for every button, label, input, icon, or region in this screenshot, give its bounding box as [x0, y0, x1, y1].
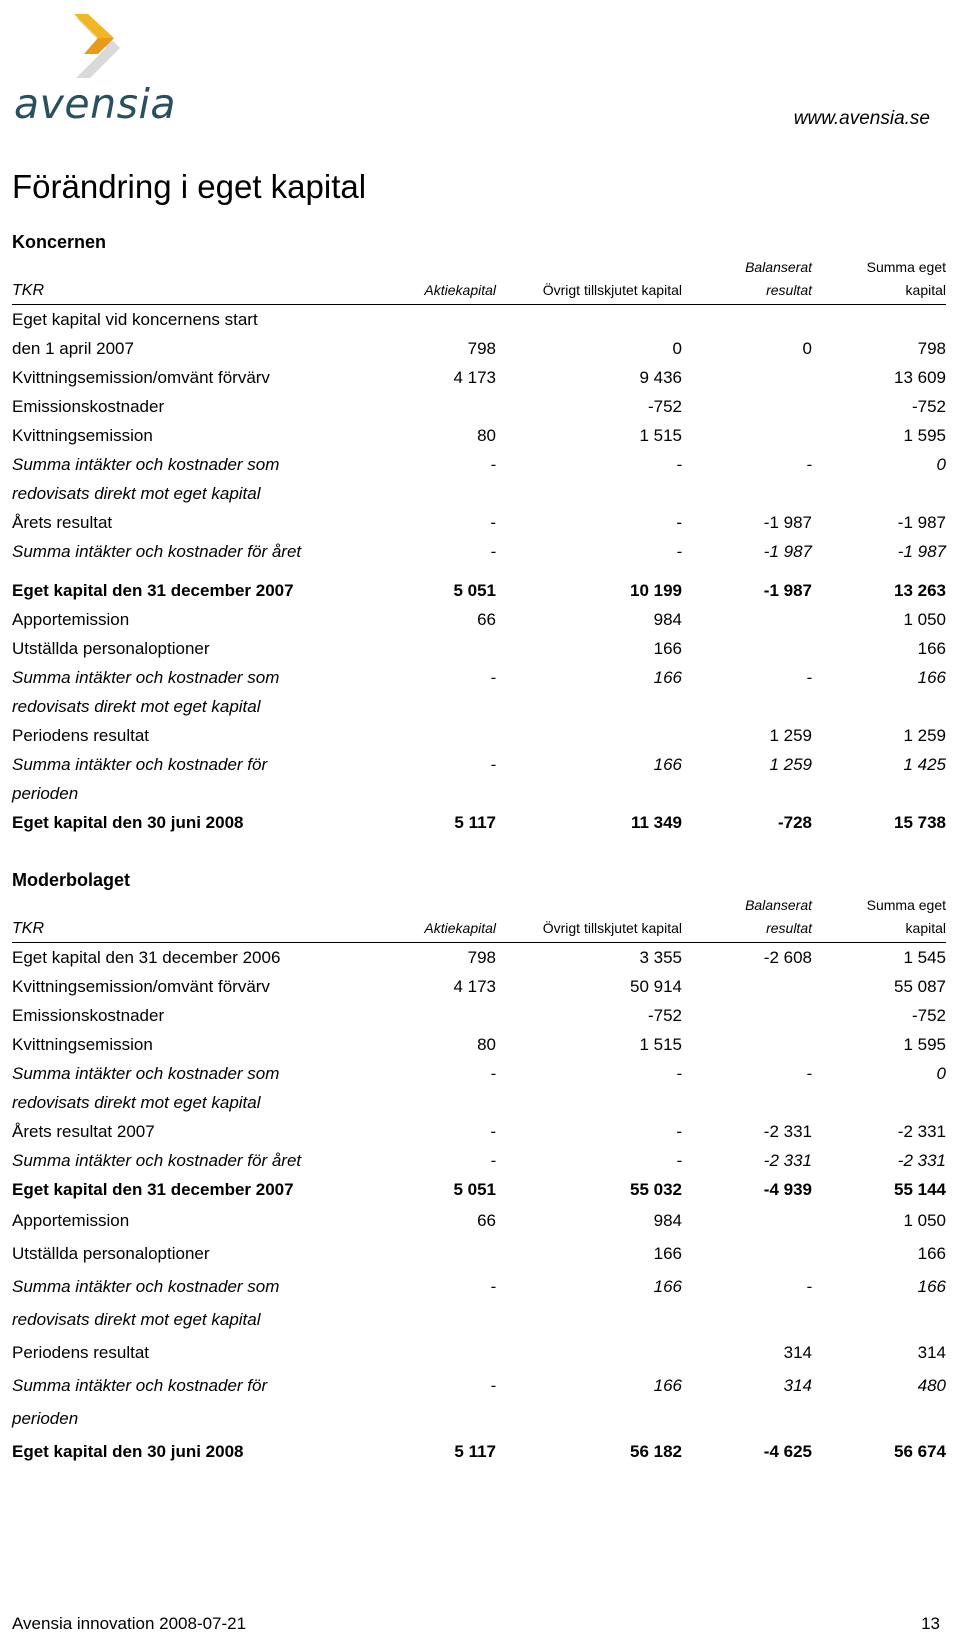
row-label: Utställda personaloptioner: [12, 639, 210, 658]
cell-aktie: 66: [477, 610, 496, 629]
row-label: Summa intäkter och kostnader för: [12, 1376, 268, 1395]
cell-summa: 166: [917, 668, 946, 687]
row-label: den 1 april 2007: [12, 339, 134, 358]
cell-summa: 166: [917, 1277, 946, 1296]
cell-aktie: [392, 1336, 496, 1369]
table-row: [12, 779, 946, 808]
cell-ovrigt: 1 515: [639, 1035, 682, 1054]
cell-bal: [682, 1237, 812, 1270]
cell-summa: 0: [936, 455, 946, 474]
cell-aktie: -: [490, 1151, 496, 1170]
row-label: Apportemission: [12, 1211, 130, 1230]
cell-ovrigt: 166: [653, 1244, 682, 1263]
cell-ovrigt: 3 355: [639, 948, 682, 967]
table-row: [12, 450, 946, 479]
row-label: redovisats direkt mot eget kapital: [12, 697, 261, 716]
row-label: redovisats direkt mot eget kapital: [12, 1093, 261, 1112]
row-label: Eget kapital den 31 december 2007: [12, 1180, 294, 1199]
cell-summa: 13 263: [894, 581, 946, 600]
row-label: Eget kapital den 31 december 2006: [12, 948, 281, 967]
table-row: [12, 1030, 946, 1059]
cell-summa: 0: [936, 1064, 946, 1083]
cell-bal: [682, 363, 812, 392]
cell-aktie: 4 173: [453, 977, 496, 996]
cell-aktie: 66: [477, 1211, 496, 1230]
row-label: redovisats direkt mot eget kapital: [12, 1310, 261, 1329]
cell-ovrigt: -: [676, 513, 682, 532]
row-label: Årets resultat 2007: [12, 1122, 155, 1141]
table-row: [12, 663, 946, 692]
cell-ovrigt: [496, 692, 682, 721]
cell-summa: 15 738: [894, 813, 946, 832]
cell-ovrigt: -: [676, 542, 682, 561]
cell-bal: -1 987: [763, 542, 812, 561]
row-label: perioden: [12, 784, 79, 803]
cell-ovrigt: 166: [653, 668, 682, 687]
cell-ovrigt: [496, 1402, 682, 1435]
company-logo: [14, 8, 174, 128]
row-label: Eget kapital den 30 juni 2008: [12, 813, 244, 832]
table-row: [12, 1435, 946, 1468]
cell-summa: 314: [917, 1343, 946, 1362]
cell-summa: [812, 479, 946, 508]
table-row: [12, 1001, 946, 1030]
row-label: Summa intäkter och kostnader för året: [12, 542, 302, 561]
cell-ovrigt: -752: [647, 397, 682, 416]
table-row: [12, 479, 946, 508]
cell-bal: 1 259: [769, 755, 812, 774]
cell-aktie: [392, 392, 496, 421]
cell-bal: [682, 972, 812, 1001]
cell-aktie: [392, 692, 496, 721]
cell-summa: -2 331: [897, 1151, 946, 1170]
cell-summa: 166: [917, 1244, 946, 1263]
table-row: [12, 692, 946, 721]
cell-aktie: [392, 634, 496, 663]
table-row: [12, 634, 946, 663]
header-resultat: resultat: [766, 282, 812, 298]
moderbolaget-table: [12, 894, 946, 1468]
cell-ovrigt: 166: [653, 1376, 682, 1395]
cell-aktie: 798: [467, 339, 496, 358]
cell-summa: 1 545: [903, 948, 946, 967]
table-row: [12, 943, 946, 973]
cell-aktie: [392, 479, 496, 508]
cell-ovrigt: [496, 779, 682, 808]
cell-aktie: -: [490, 755, 496, 774]
cell-bal: 0: [802, 339, 812, 358]
table-row: [12, 721, 946, 750]
header-kapital: kapital: [905, 920, 946, 936]
row-label: Årets resultat: [12, 513, 113, 532]
cell-bal: [682, 1088, 812, 1117]
cell-bal: [682, 1030, 812, 1059]
cell-summa: 1 595: [903, 1035, 946, 1054]
table-row: [12, 305, 946, 335]
avensia-chevron-logo-icon: [14, 8, 174, 88]
cell-aktie: [392, 1001, 496, 1030]
cell-ovrigt: [496, 721, 682, 750]
cell-summa: -2 331: [897, 1122, 946, 1141]
cell-bal: [682, 634, 812, 663]
cell-bal: [682, 692, 812, 721]
header-balanserat: Balanserat: [745, 259, 812, 275]
header-kapital: kapital: [905, 282, 946, 298]
cell-bal: 314: [783, 1343, 812, 1362]
cell-aktie: -: [490, 455, 496, 474]
cell-aktie: 5 117: [454, 1442, 496, 1461]
table-row: [12, 1146, 946, 1175]
cell-summa: -1 987: [897, 542, 946, 561]
cell-summa: 480: [917, 1376, 946, 1395]
table-row: [12, 1336, 946, 1369]
cell-ovrigt: [496, 1088, 682, 1117]
cell-bal: -: [806, 668, 812, 687]
cell-summa: [812, 692, 946, 721]
cell-summa: -1 987: [897, 513, 946, 532]
cell-summa: 166: [917, 639, 946, 658]
cell-bal: [682, 479, 812, 508]
cell-ovrigt: -: [676, 1122, 682, 1141]
row-label: Summa intäkter och kostnader som: [12, 455, 280, 474]
row-label: Eget kapital den 30 juni 2008: [12, 1442, 244, 1461]
cell-summa: [812, 1402, 946, 1435]
cell-bal: -1 987: [763, 581, 812, 600]
cell-bal: -: [806, 1277, 812, 1296]
row-label: Kvittningsemission: [12, 426, 153, 445]
cell-bal: [682, 392, 812, 421]
row-label: Kvittningsemission: [12, 1035, 153, 1054]
cell-ovrigt: 166: [653, 639, 682, 658]
table-row: [12, 1270, 946, 1303]
header-summa: Summa eget: [866, 259, 946, 275]
cell-aktie: [392, 779, 496, 808]
logo-wordmark: avensia: [14, 80, 176, 128]
cell-bal: [682, 605, 812, 634]
cell-ovrigt: 984: [653, 610, 682, 629]
cell-summa: 1 425: [903, 755, 946, 774]
row-label: Kvittningsemission/omvänt förvärv: [12, 368, 270, 387]
cell-aktie: 80: [477, 1035, 496, 1054]
cell-bal: 314: [783, 1376, 812, 1395]
page-number: 13: [921, 1614, 940, 1633]
section-title-koncernen: Koncernen: [12, 232, 107, 252]
row-label: Emissionskostnader: [12, 397, 165, 416]
header-aktiekapital: Aktiekapital: [424, 282, 496, 298]
table-row: [12, 1402, 946, 1435]
cell-bal: [682, 1204, 812, 1237]
cell-summa: [812, 1088, 946, 1117]
cell-summa: 13 609: [894, 368, 946, 387]
table-row: [12, 392, 946, 421]
cell-bal: [682, 305, 812, 335]
koncernen-section: [12, 228, 946, 837]
site-url[interactable]: www.avensia.se: [793, 108, 930, 129]
header-aktiekapital: Aktiekapital: [424, 920, 496, 936]
cell-ovrigt: -: [676, 1151, 682, 1170]
table-row: [12, 1369, 946, 1402]
row-label: perioden: [12, 1409, 79, 1428]
table-row: [12, 1088, 946, 1117]
cell-ovrigt: 50 914: [630, 977, 682, 996]
table-row: [12, 508, 946, 537]
cell-summa: 1 259: [903, 726, 946, 745]
cell-ovrigt: -: [676, 455, 682, 474]
cell-bal: -4 625: [763, 1442, 812, 1461]
cell-aktie: 5 051: [453, 1180, 496, 1199]
cell-summa: 55 087: [894, 977, 946, 996]
table-row: [12, 537, 946, 566]
cell-summa: [812, 305, 946, 335]
cell-aktie: [392, 1088, 496, 1117]
cell-bal: -: [806, 455, 812, 474]
cell-summa: [812, 779, 946, 808]
cell-ovrigt: [496, 305, 682, 335]
cell-bal: [682, 421, 812, 450]
table-row: [12, 566, 946, 605]
table-row: [12, 363, 946, 392]
koncernen-table: [12, 256, 946, 837]
cell-summa: 798: [917, 339, 946, 358]
table-row: [12, 1117, 946, 1146]
cell-summa: -752: [911, 397, 946, 416]
cell-ovrigt: 9 436: [639, 368, 682, 387]
cell-aktie: [392, 721, 496, 750]
table-row: [12, 605, 946, 634]
cell-bal: -728: [777, 813, 812, 832]
cell-aktie: [392, 1402, 496, 1435]
table-row: [12, 334, 946, 363]
cell-aktie: -: [490, 668, 496, 687]
header-tkr: TKR: [12, 920, 44, 937]
table-row: [12, 972, 946, 1001]
row-label: Apportemission: [12, 610, 130, 629]
cell-bal: -1 987: [763, 513, 812, 532]
moderbolaget-section: [12, 866, 946, 1468]
header-resultat: resultat: [766, 920, 812, 936]
cell-bal: -4 939: [763, 1180, 812, 1199]
header-ovrigt: Övrigt tillskjutet kapital: [542, 282, 682, 298]
cell-ovrigt: -752: [647, 1006, 682, 1025]
cell-summa: 1 595: [903, 426, 946, 445]
cell-aktie: -: [490, 1122, 496, 1141]
cell-summa: [812, 1303, 946, 1336]
cell-summa: 55 144: [894, 1180, 946, 1199]
row-label: Eget kapital vid koncernens start: [12, 310, 258, 329]
cell-ovrigt: 55 032: [630, 1180, 682, 1199]
row-label: Emissionskostnader: [12, 1006, 165, 1025]
cell-ovrigt: [496, 479, 682, 508]
cell-ovrigt: 11 349: [630, 813, 682, 832]
cell-aktie: -: [490, 1376, 496, 1395]
cell-aktie: [392, 1303, 496, 1336]
cell-aktie: -: [490, 513, 496, 532]
cell-ovrigt: 166: [653, 1277, 682, 1296]
cell-aktie: [392, 305, 496, 335]
cell-bal: [682, 1303, 812, 1336]
cell-aktie: [392, 1237, 496, 1270]
cell-bal: -2 608: [763, 948, 812, 967]
section-title-moderbolaget: Moderbolaget: [12, 870, 131, 890]
row-label: Kvittningsemission/omvänt förvärv: [12, 977, 270, 996]
cell-aktie: 798: [467, 948, 496, 967]
row-label: Summa intäkter och kostnader som: [12, 668, 280, 687]
footer-text: Avensia innovation 2008-07-21: [12, 1614, 247, 1633]
cell-ovrigt: 0: [672, 339, 682, 358]
cell-aktie: 5 051: [453, 581, 496, 600]
cell-ovrigt: [496, 1303, 682, 1336]
row-label: Summa intäkter och kostnader som: [12, 1064, 280, 1083]
cell-aktie: 80: [477, 426, 496, 445]
row-label: Summa intäkter och kostnader för: [12, 755, 268, 774]
cell-bal: -: [806, 1064, 812, 1083]
row-label: Summa intäkter och kostnader som: [12, 1277, 280, 1296]
cell-bal: [682, 779, 812, 808]
cell-ovrigt: 984: [653, 1211, 682, 1230]
cell-bal: [682, 1001, 812, 1030]
cell-summa: 1 050: [903, 610, 946, 629]
page-title: Förändring i eget kapital: [12, 168, 367, 205]
table-row: [12, 1204, 946, 1237]
row-label: Utställda personaloptioner: [12, 1244, 210, 1263]
row-label: Periodens resultat: [12, 1343, 150, 1362]
table-row: [12, 421, 946, 450]
header-tkr: TKR: [12, 282, 44, 299]
cell-aktie: 5 117: [454, 813, 496, 832]
table-row: [12, 1303, 946, 1336]
cell-aktie: -: [490, 1064, 496, 1083]
cell-bal: 1 259: [769, 726, 812, 745]
cell-aktie: 4 173: [453, 368, 496, 387]
cell-ovrigt: 10 199: [630, 581, 682, 600]
row-label: redovisats direkt mot eget kapital: [12, 484, 261, 503]
cell-bal: -2 331: [763, 1122, 812, 1141]
row-label: Periodens resultat: [12, 726, 150, 745]
row-label: Eget kapital den 31 december 2007: [12, 581, 294, 600]
cell-summa: -752: [911, 1006, 946, 1025]
table-row: [12, 1175, 946, 1204]
table-row: [12, 750, 946, 779]
cell-aktie: -: [490, 542, 496, 561]
table-row: [12, 808, 946, 837]
cell-aktie: -: [490, 1277, 496, 1296]
cell-bal: [682, 1402, 812, 1435]
cell-summa: 56 674: [894, 1442, 946, 1461]
table-row: [12, 1059, 946, 1088]
cell-ovrigt: -: [676, 1064, 682, 1083]
table-row: [12, 1237, 946, 1270]
cell-bal: -2 331: [763, 1151, 812, 1170]
cell-summa: 1 050: [903, 1211, 946, 1230]
cell-ovrigt: 166: [653, 755, 682, 774]
header-balanserat: Balanserat: [745, 897, 812, 913]
row-label: Summa intäkter och kostnader för året: [12, 1151, 302, 1170]
cell-ovrigt: [496, 1336, 682, 1369]
cell-ovrigt: 56 182: [630, 1442, 682, 1461]
header-ovrigt: Övrigt tillskjutet kapital: [542, 920, 682, 936]
cell-ovrigt: 1 515: [639, 426, 682, 445]
header-summa: Summa eget: [866, 897, 946, 913]
